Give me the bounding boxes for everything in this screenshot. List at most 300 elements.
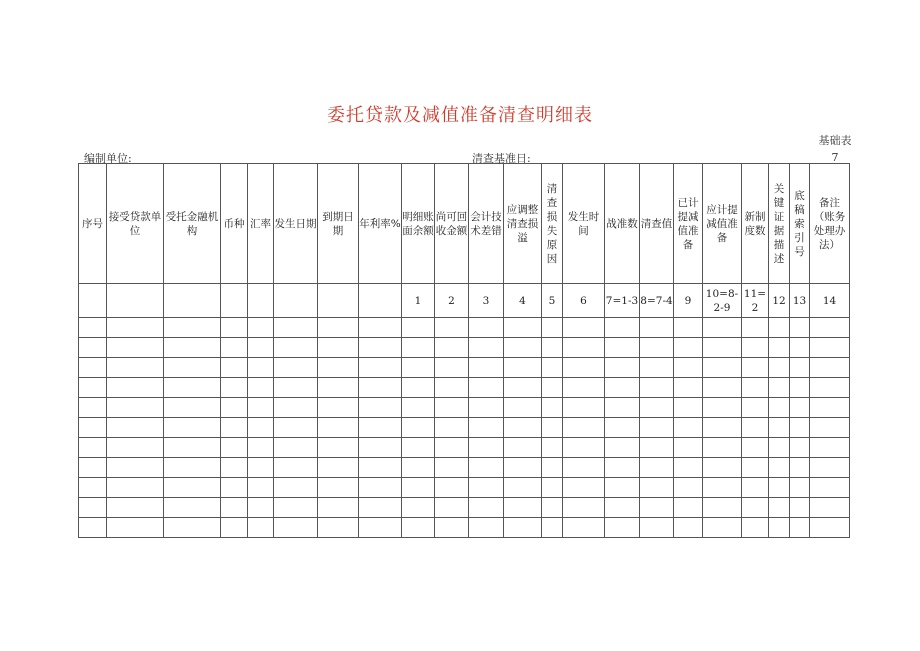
empty-cell	[469, 518, 504, 538]
empty-cell	[318, 458, 359, 478]
empty-cell	[164, 418, 221, 438]
empty-cell	[274, 478, 318, 498]
empty-cell	[703, 458, 742, 478]
empty-cell	[107, 318, 164, 338]
table-body	[79, 164, 850, 538]
empty-cell	[504, 338, 542, 358]
empty-cell	[605, 398, 640, 418]
column-number: 4	[519, 294, 526, 307]
empty-cell	[563, 458, 605, 478]
empty-cell	[402, 318, 435, 338]
empty-cell	[274, 318, 318, 338]
number-cell	[107, 284, 164, 318]
empty-cell	[563, 418, 605, 438]
header-text: 应调整清查损溢	[506, 203, 539, 244]
empty-cell	[164, 518, 221, 538]
empty-cell	[504, 498, 542, 518]
empty-cell	[107, 378, 164, 398]
empty-cell	[742, 418, 769, 438]
number-cell	[79, 284, 107, 318]
header-text: 明细账面余额	[402, 210, 434, 237]
empty-cell	[248, 418, 274, 438]
empty-cell	[790, 378, 810, 398]
empty-cell	[504, 478, 542, 498]
header-cell	[221, 164, 248, 284]
number-cell	[769, 284, 790, 318]
empty-cell	[359, 518, 402, 538]
empty-cell	[359, 498, 402, 518]
empty-cell	[790, 458, 810, 478]
empty-cell	[605, 358, 640, 378]
empty-cell	[248, 358, 274, 378]
empty-cell	[318, 478, 359, 498]
table-row	[79, 378, 850, 398]
empty-cell	[674, 318, 703, 338]
empty-cell	[542, 398, 563, 418]
empty-cell	[318, 518, 359, 538]
column-number: 11=2	[743, 287, 767, 314]
empty-cell	[107, 418, 164, 438]
empty-cell	[248, 338, 274, 358]
empty-cell	[810, 458, 850, 478]
number-cell	[274, 284, 318, 318]
empty-cell	[435, 498, 469, 518]
number-cell	[359, 284, 402, 318]
empty-cell	[435, 518, 469, 538]
empty-cell	[248, 498, 274, 518]
empty-cell	[248, 478, 274, 498]
empty-cell	[742, 338, 769, 358]
empty-cell	[563, 338, 605, 358]
column-number: 12	[772, 294, 786, 307]
empty-cell	[563, 518, 605, 538]
empty-cell	[703, 518, 742, 538]
number-row	[79, 284, 850, 318]
empty-cell	[605, 498, 640, 518]
empty-cell	[742, 318, 769, 338]
empty-cell	[107, 358, 164, 378]
empty-cell	[79, 358, 107, 378]
header-text: 序号	[82, 217, 103, 230]
header-text: 清查损失原因	[546, 182, 558, 265]
empty-cell	[79, 478, 107, 498]
table-row	[79, 478, 850, 498]
empty-cell	[640, 458, 674, 478]
empty-cell	[810, 478, 850, 498]
empty-cell	[248, 458, 274, 478]
empty-cell	[769, 498, 790, 518]
header-text: 会计技术差错	[470, 210, 502, 237]
header-row	[79, 164, 850, 284]
header-cell	[164, 164, 221, 284]
empty-cell	[469, 398, 504, 418]
column-number: 7=1-3	[605, 294, 639, 307]
header-text: 底稿索引号	[794, 189, 805, 258]
empty-cell	[769, 358, 790, 378]
empty-cell	[810, 418, 850, 438]
empty-cell	[469, 318, 504, 338]
empty-cell	[640, 478, 674, 498]
empty-cell	[563, 398, 605, 418]
empty-cell	[164, 478, 221, 498]
empty-cell	[790, 438, 810, 458]
empty-cell	[248, 518, 274, 538]
empty-cell	[274, 378, 318, 398]
column-number: 3	[482, 294, 490, 307]
empty-cell	[274, 438, 318, 458]
empty-cell	[563, 498, 605, 518]
header-text: 应计提减值准备	[706, 203, 738, 244]
empty-cell	[469, 458, 504, 478]
empty-cell	[605, 418, 640, 438]
empty-cell	[504, 378, 542, 398]
empty-cell	[248, 438, 274, 458]
empty-cell	[274, 498, 318, 518]
header-cell	[769, 164, 790, 284]
empty-cell	[79, 498, 107, 518]
empty-cell	[359, 338, 402, 358]
empty-cell	[402, 418, 435, 438]
empty-cell	[769, 418, 790, 438]
header-text: 接受贷款单位	[108, 210, 162, 237]
header-text: 尚可回收金额	[435, 210, 468, 237]
empty-cell	[790, 518, 810, 538]
empty-cell	[810, 358, 850, 378]
empty-cell	[674, 398, 703, 418]
empty-cell	[274, 418, 318, 438]
column-number: 6	[580, 294, 587, 307]
empty-cell	[402, 338, 435, 358]
empty-cell	[605, 518, 640, 538]
header-cell	[248, 164, 274, 284]
empty-cell	[742, 458, 769, 478]
number-cell	[703, 284, 742, 318]
empty-cell	[274, 358, 318, 378]
empty-cell	[769, 438, 790, 458]
empty-cell	[542, 358, 563, 378]
empty-cell	[504, 358, 542, 378]
empty-cell	[703, 358, 742, 378]
empty-cell	[790, 318, 810, 338]
empty-cell	[742, 478, 769, 498]
empty-cell	[504, 418, 542, 438]
empty-cell	[359, 358, 402, 378]
empty-cell	[359, 398, 402, 418]
empty-cell	[435, 478, 469, 498]
header-cell	[563, 164, 605, 284]
empty-cell	[742, 498, 769, 518]
empty-cell	[790, 498, 810, 518]
header-cell	[274, 164, 318, 284]
header-text: 受托金融机构	[165, 210, 219, 237]
header-text: 发生日期	[274, 217, 317, 230]
column-number: 10=8-2-9	[705, 287, 739, 314]
empty-cell	[469, 358, 504, 378]
empty-cell	[563, 378, 605, 398]
table-row	[79, 458, 850, 478]
empty-cell	[542, 318, 563, 338]
empty-cell	[769, 318, 790, 338]
date-label: 清查基准日:	[472, 152, 531, 165]
header-cell	[810, 164, 850, 284]
empty-cell	[790, 398, 810, 418]
empty-cell	[674, 358, 703, 378]
header-cell	[359, 164, 402, 284]
empty-cell	[674, 378, 703, 398]
empty-cell	[318, 498, 359, 518]
empty-cell	[769, 338, 790, 358]
empty-cell	[359, 318, 402, 338]
empty-cell	[318, 398, 359, 418]
table-row	[79, 358, 850, 378]
document-title: 委托贷款及减值准备清查明细表	[327, 105, 593, 126]
empty-cell	[402, 478, 435, 498]
empty-cell	[435, 358, 469, 378]
empty-cell	[402, 518, 435, 538]
empty-cell	[504, 318, 542, 338]
empty-cell	[703, 418, 742, 438]
empty-cell	[402, 358, 435, 378]
number-cell	[563, 284, 605, 318]
empty-cell	[810, 518, 850, 538]
header-text: 新制度数	[744, 210, 766, 237]
empty-cell	[703, 498, 742, 518]
empty-cell	[810, 378, 850, 398]
header-cell	[469, 164, 504, 284]
empty-cell	[504, 398, 542, 418]
empty-cell	[790, 338, 810, 358]
table-row	[79, 518, 850, 538]
empty-cell	[605, 438, 640, 458]
empty-cell	[318, 318, 359, 338]
empty-cell	[221, 378, 248, 398]
empty-cell	[769, 398, 790, 418]
empty-cell	[640, 378, 674, 398]
empty-cell	[703, 438, 742, 458]
header-text: 已计提减值准备	[677, 196, 699, 251]
header-text: 到期日期	[322, 210, 354, 237]
header-text: 清查值	[640, 217, 673, 230]
header-text: 汇率	[250, 217, 271, 230]
header-cell	[504, 164, 542, 284]
empty-cell	[248, 318, 274, 338]
header-cell	[605, 164, 640, 284]
empty-cell	[674, 338, 703, 358]
empty-cell	[107, 518, 164, 538]
empty-cell	[563, 358, 605, 378]
header-cell	[107, 164, 164, 284]
empty-cell	[274, 458, 318, 478]
empty-cell	[542, 518, 563, 538]
empty-cell	[107, 338, 164, 358]
empty-cell	[703, 398, 742, 418]
number-cell	[469, 284, 504, 318]
empty-cell	[542, 478, 563, 498]
empty-cell	[274, 338, 318, 358]
empty-cell	[703, 378, 742, 398]
empty-cell	[248, 378, 274, 398]
empty-cell	[769, 478, 790, 498]
empty-cell	[164, 398, 221, 418]
column-number: 2	[448, 294, 455, 307]
header-cell	[402, 164, 435, 284]
empty-cell	[221, 478, 248, 498]
table-row	[79, 418, 850, 438]
empty-cell	[703, 338, 742, 358]
empty-cell	[674, 498, 703, 518]
empty-cell	[810, 438, 850, 458]
empty-cell	[435, 438, 469, 458]
empty-cell	[605, 478, 640, 498]
empty-cell	[810, 498, 850, 518]
table-row	[79, 318, 850, 338]
number-cell	[742, 284, 769, 318]
empty-cell	[318, 358, 359, 378]
number-cell	[810, 284, 850, 318]
empty-cell	[703, 318, 742, 338]
number-cell	[542, 284, 563, 318]
number-cell	[605, 284, 640, 318]
empty-cell	[742, 358, 769, 378]
empty-cell	[742, 438, 769, 458]
table-row	[79, 338, 850, 358]
empty-cell	[435, 398, 469, 418]
header-cell	[318, 164, 359, 284]
header-cell	[790, 164, 810, 284]
empty-cell	[605, 458, 640, 478]
empty-cell	[810, 398, 850, 418]
header-cell	[435, 164, 469, 284]
empty-cell	[79, 518, 107, 538]
empty-cell	[469, 438, 504, 458]
empty-cell	[402, 458, 435, 478]
empty-cell	[164, 458, 221, 478]
empty-cell	[640, 498, 674, 518]
empty-cell	[469, 478, 504, 498]
empty-cell	[542, 498, 563, 518]
empty-cell	[402, 498, 435, 518]
empty-cell	[674, 418, 703, 438]
empty-cell	[248, 398, 274, 418]
unit-label: 编制单位:	[84, 152, 132, 165]
empty-cell	[640, 518, 674, 538]
empty-cell	[674, 478, 703, 498]
empty-cell	[790, 358, 810, 378]
column-number: 14	[822, 294, 837, 307]
empty-cell	[742, 518, 769, 538]
empty-cell	[605, 338, 640, 358]
empty-cell	[563, 318, 605, 338]
header-text: 币种	[223, 217, 245, 230]
number-cell	[164, 284, 221, 318]
empty-cell	[79, 378, 107, 398]
empty-cell	[274, 518, 318, 538]
header-cell	[674, 164, 703, 284]
empty-cell	[469, 338, 504, 358]
table-row	[79, 438, 850, 458]
table-row	[79, 398, 850, 418]
empty-cell	[504, 518, 542, 538]
empty-cell	[810, 338, 850, 358]
header-cell	[640, 164, 674, 284]
empty-cell	[605, 378, 640, 398]
empty-cell	[221, 438, 248, 458]
empty-cell	[790, 418, 810, 438]
empty-cell	[542, 418, 563, 438]
column-number: 5	[548, 294, 556, 307]
number-cell	[674, 284, 703, 318]
empty-cell	[605, 318, 640, 338]
empty-cell	[542, 438, 563, 458]
number-cell	[318, 284, 359, 318]
empty-cell	[221, 398, 248, 418]
number-cell	[640, 284, 674, 318]
empty-cell	[107, 458, 164, 478]
empty-cell	[79, 318, 107, 338]
empty-cell	[769, 518, 790, 538]
empty-cell	[703, 478, 742, 498]
empty-cell	[79, 458, 107, 478]
header-text: 关键证据描述	[773, 182, 785, 265]
empty-cell	[810, 318, 850, 338]
empty-cell	[221, 458, 248, 478]
header-cell	[703, 164, 742, 284]
empty-cell	[435, 318, 469, 338]
empty-cell	[435, 458, 469, 478]
empty-cell	[359, 478, 402, 498]
empty-cell	[504, 438, 542, 458]
empty-cell	[542, 378, 563, 398]
header-cell	[742, 164, 769, 284]
empty-cell	[221, 358, 248, 378]
empty-cell	[769, 378, 790, 398]
header-cell	[79, 164, 107, 284]
empty-cell	[79, 438, 107, 458]
empty-cell	[640, 338, 674, 358]
empty-cell	[221, 318, 248, 338]
empty-cell	[674, 438, 703, 458]
detail-table	[78, 163, 850, 538]
empty-cell	[640, 438, 674, 458]
empty-cell	[221, 418, 248, 438]
empty-cell	[769, 458, 790, 478]
empty-cell	[221, 498, 248, 518]
empty-cell	[221, 518, 248, 538]
empty-cell	[542, 338, 563, 358]
empty-cell	[164, 498, 221, 518]
empty-cell	[107, 398, 164, 418]
empty-cell	[435, 418, 469, 438]
empty-cell	[469, 378, 504, 398]
column-number: 9	[684, 294, 692, 307]
empty-cell	[107, 498, 164, 518]
header-text: 发生时间	[567, 210, 600, 237]
empty-cell	[164, 318, 221, 338]
header-cell	[542, 164, 563, 284]
empty-cell	[164, 358, 221, 378]
header-text: 年利率%	[359, 217, 401, 230]
column-number: 8=7-4	[640, 294, 673, 307]
empty-cell	[359, 378, 402, 398]
table-code: 基础表7	[818, 134, 852, 164]
column-number: 13	[792, 294, 807, 307]
header-text: 战准数	[606, 217, 638, 230]
empty-cell	[402, 398, 435, 418]
empty-cell	[435, 338, 469, 358]
empty-cell	[402, 378, 435, 398]
empty-cell	[79, 418, 107, 438]
empty-cell	[318, 378, 359, 398]
